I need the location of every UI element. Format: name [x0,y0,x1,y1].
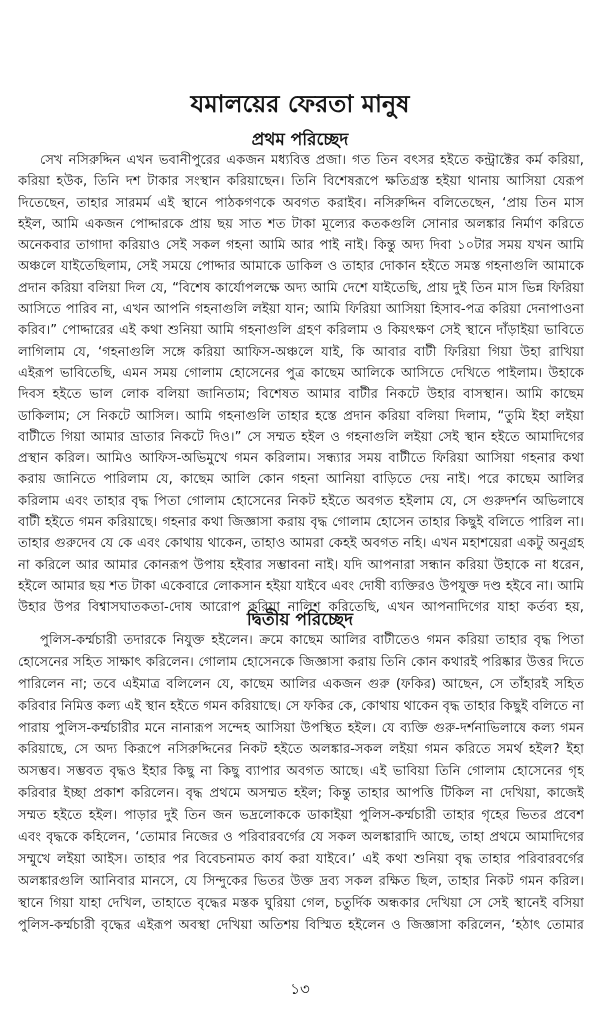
text-line: করায় জানিতে পারিলাম যে, কাছেম আলি কোন গহনা আনিয়া বাড়িতে দেয় নাই। পরে কাছেম আলির [18,472,584,488]
chapter-2-heading: দ্বিতীয় পরিচ্ছেদ [246,610,354,630]
text-line: করিলাম এবং তাহার বৃদ্ধ পিতা গোলাম হোসেনের নিকট হইতে অবগত হইলাম যে, সে গুরুদর্শন অভিলাষে [18,493,584,509]
text-line: উহার উপর বিশ্বাসঘাতকতা-দোষ আরোপ করিয়া নালিশ করিতেছি, এখন আপনাদিগের যাহা কর্তব্য হয়, [18,600,584,616]
page-number: ১৩ [290,980,310,998]
text-line: অসম্ভব। সম্ভবত বৃদ্ধও ইহার কিছু না কিছু ব্যাপার অবগত আছে। এই ভাবিয়া তিনি গোলাম হোসেনের গৃহ [18,764,584,780]
book-title: যমালয়ের ফেরতা মানুষ [190,90,410,118]
text-line: আসিতে পারিব না, এখন আপনি গহনাগুলি লইয়া যান; আমি ফিরিয়া আসিয়া হিসাব-পত্র করিয়া দেনাপাওনা [18,302,584,318]
text-line: পুলিস-কর্ম্মচারী তদারকে নিযুক্ত হইলেন। ক্রমে কাছেম আলির বাটীতেও গমন করিয়া তাহার বৃদ্ধ পিতা [40,633,584,648]
chapter-2-paragraph [18,630,584,936]
text-line: সেখ নসিরুদ্দিন এখন ভবানীপুরের একজন মধ্যবিত্ত প্রজা। গত তিন বৎসর হইতে কন্ট্রাক্টের কর্ম করিয়া, [40,153,584,168]
text-line: পুলিস-কর্ম্মচারী বৃদ্ধের এইরূপ অবস্থা দেখিয়া অতিশয় বিস্মিত হইলেন ও জিজ্ঞাসা করিলেন, ‘হঠাৎ তোমার [18,917,584,933]
text-line: বাটীতে গিয়া আমার ভ্রাতার নিকটে দিও।” সে সম্মত হইল ও গহনাগুলি লইয়া সেই স্থান হইতে আমাদিগের [18,429,584,445]
text-line: হইল, আমি একজন পোদ্দারকে প্রায় ছয় সাত শত টাকা মূল্যের কতকগুলি সোনার অলঙ্কার নির্মাণ করিতে [18,216,584,232]
text-line: এইরূপ ভাবিতেছি, এমন সময় গোলাম হোসেনের পুত্র কাছেম আলিকে আসিতে দেখিতে পাইলাম। উহাকে [18,365,584,381]
text-line: অনেকবার তাগাদা করিয়াও সেই সকল গহনা আমি আর পাই নাই। কিন্তু অদ্য দিবা ১০টার সময় যখন আমি [18,238,584,254]
text-line: লাগিলাম যে, ‘গহনাগুলি সঙ্গে করিয়া আফিস-অঞ্চলে যাই, কি আবার বাটী ফিরিয়া গিয়া উহা রাখিয়া [18,344,584,360]
text-line: প্রস্থান করিল। আমিও আফিস-অভিমুখে গমন করিলাম। সন্ধ্যার সময় বাটীতে ফিরিয়া আসিয়া গহনার কথা [18,451,584,467]
chapter-1-heading: প্রথম পরিচ্ছেদ [251,130,349,150]
text-line: অঞ্চলে যাইতেছিলাম, সেই সময়ে পোদ্দার আমাকে ডাকিল ও তাহার দোকান হইতে সমস্ত গহনাগুলি আমাকে [18,259,584,275]
text-line: প্রদান করিয়া বলিয়া দিল যে, “বিশেষ কার্যোপলক্ষে অদ্য আমি দেশে যাইতেছি, প্রায় দুই তিন মাস ভিন্ন ফিরিয়া [18,280,584,296]
text-line: করিবার নিমিত্ত কল্য এই স্থান হইতে গমন করিয়াছে। সে ফকির কে, কোথায় থাকেন বৃদ্ধ তাহার কিছুই বলিতে না [18,698,584,714]
text-line: ডাকিলাম; সে নিকটে আসিল। আমি গহনাগুলি তাহার হস্তে প্রদান করিয়া বলিয়া দিলাম, “তুমি ইহা লইয়া [18,408,584,424]
text-line: হইলে আমার ছয় শত টাকা একেবারে লোকসান হইয়া যাইবে এবং দোষী ব্যক্তিরও উপযুক্ত দণ্ড হইবে না। আমি [18,578,584,594]
text-line: সম্মুখে লইয়া আইস। তাহার পর বিবেচনামত কার্য করা যাইবে।’ এই কথা শুনিয়া বৃদ্ধ তাহার পরিবারবর্গের [18,851,584,867]
text-line: করিব।” পোদ্দারের এই কথা শুনিয়া আমি গহনাগুলি গ্রহণ করিলাম ও কিয়ৎক্ষণ সেই স্থানে দাঁড়াইয়া ভাবিতে [18,323,584,339]
text-line: বাটী হইতে গমন করিয়াছে। গহনার কথা জিজ্ঞাসা করায় বৃদ্ধ গোলাম হোসেন তাহার কিছুই বলিতে পারিল না। [18,515,584,531]
text-line: দিবস হইতে ভাল লোক বলিয়া জানিতাম; বিশেষত আমার বাটীর নিকটে উহার বাসস্থান। আমি কাছেম [18,387,584,403]
text-line: স্থানে গিয়া যাহা দেখিল, তাহাতে বৃদ্ধের মস্তক ঘুরিয়া গেল, চতুর্দিক অন্ধকার দেখিয়া সে সেই স্থানেই বসিয়া [18,895,584,911]
text-line: করিয়া হউক, তিনি দশ টাকার সংস্থান করিয়াছেন। তিনি বিশেষরূপে ক্ষতিগ্রস্ত হইয়া থানায় আসিয়া যেরূপ [18,174,584,190]
text-line: তাহার গুরুদেব যে কে এবং কোথায় থাকেন, তাহাও আমরা কেহই অবগত নহি। এখন মহাশয়েরা একটু অনুগ্রহ [18,536,584,552]
text-line: হোসেনের সহিত সাক্ষাৎ করিলেন। গোলাম হোসেনকে জিজ্ঞাসা করায় তিনি কোন কথারই পরিষ্কার উত্তর দিতে [18,654,584,670]
text-line: করিয়াছে, সে অদ্য কিরূপে নসিরুদ্দিনের নিকট হইতে অলঙ্কার-সকল লইয়া গমন করিতে সমর্থ হইল? ইহা [18,742,584,758]
text-line: এবং বৃদ্ধকে কহিলেন, ‘তোমার নিজের ও পরিবারবর্গের যে সকল অলঙ্কারাদি আছে, তাহা প্রথমে আমাদিগের [18,830,584,846]
text-line: অলঙ্কারগুলি আনিবার মানসে, যে সিন্দুকের ভিতর উক্ত দ্রব্য সকল রক্ষিত ছিল, তাহার নিকট গমন করিল। [18,873,584,889]
text-line: পারিলেন না; তবে এইমাত্র বলিলেন যে, কাছেম আলির একজন গুরু (ফকির) আছেন, সে তাঁহারই সহিত [18,676,584,692]
text-line: সম্মত হইতে হইল। পাড়ার দুই তিন জন ভদ্রলোককে ডাকাইয়া পুলিস-কর্ম্মচারী তাহার গৃহের ভিতর প্রবেশ [18,808,584,824]
text-line: পারায় পুলিস-কর্ম্মচারীর মনে নানারূপ সন্দেহ আসিয়া উপস্থিত হইল। যে ব্যক্তি গুরু-দর্শনাভিলাষে কল্য গমন [18,720,584,736]
text-line: দিতেছেন, তাহার সারমর্ম এই স্থানে পাঠকগণকে অবগত করাইব। নসিরুদ্দিন বলিতেছেন, ‘প্রায় তিন মাস [18,195,584,211]
text-line: না করিলে আর আমার কোনরূপ উপায় হইবার সম্ভাবনা নাই। যদি আপনারা সন্ধান করিয়া উহাকে না ধরেন, [18,557,584,573]
text-line: করিবার ইচ্ছা প্রকাশ করিলেন। বৃদ্ধ প্রথমে অসম্মত হইল; কিন্তু তাহার আপত্তি টিকিল না দেখিয়া, কাজেই [18,786,584,802]
chapter-1-paragraph [18,150,584,619]
